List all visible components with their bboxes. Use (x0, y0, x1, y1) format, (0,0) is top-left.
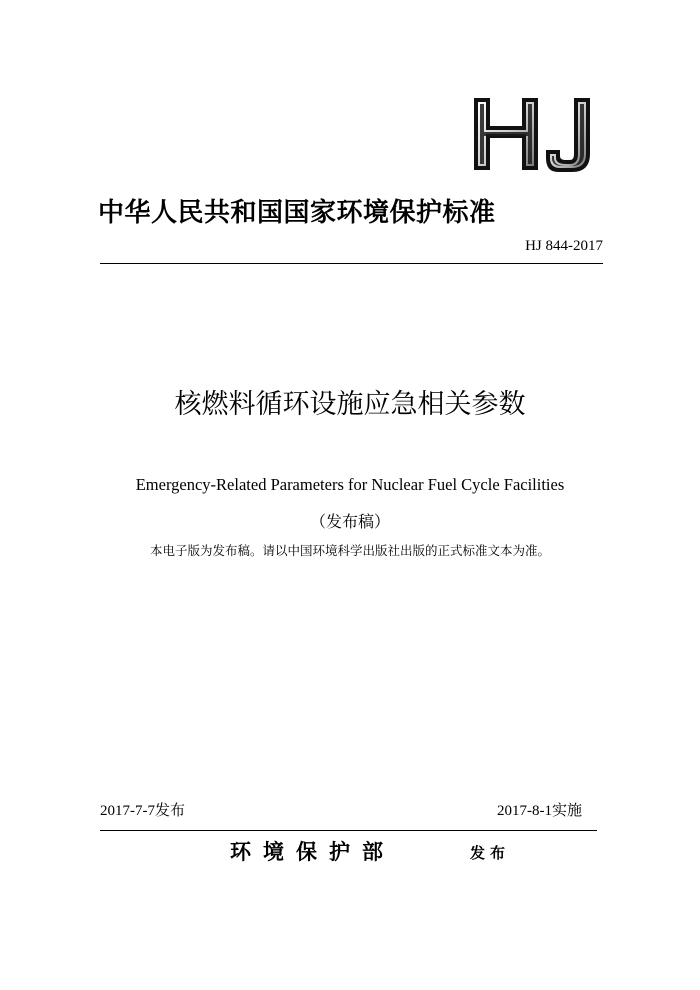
implement-date: 2017-8-1实施 (497, 803, 582, 819)
header-divider (100, 263, 603, 264)
document-title-en: Emergency-Related Parameters for Nuclear Fuel Cycle Facilities (135, 475, 565, 494)
draft-note: 本电子版为发布稿。请以中国环境科学出版社出版的正式标准文本为准。 (149, 543, 550, 558)
org-title: 中华人民共和国国家环境保护标准 (98, 198, 496, 228)
draft-label: （发布稿） (309, 512, 390, 531)
hj-logo (470, 96, 596, 174)
publish-word: 发布 (470, 844, 511, 862)
document-title-cn: 核燃料循环设施应急相关参数 (174, 389, 526, 420)
footer-divider (100, 830, 597, 831)
standard-number: HJ 844-2017 (525, 238, 603, 254)
issue-date: 2017-7-7发布 (100, 803, 185, 819)
publisher: 环境保护部 (230, 840, 395, 864)
